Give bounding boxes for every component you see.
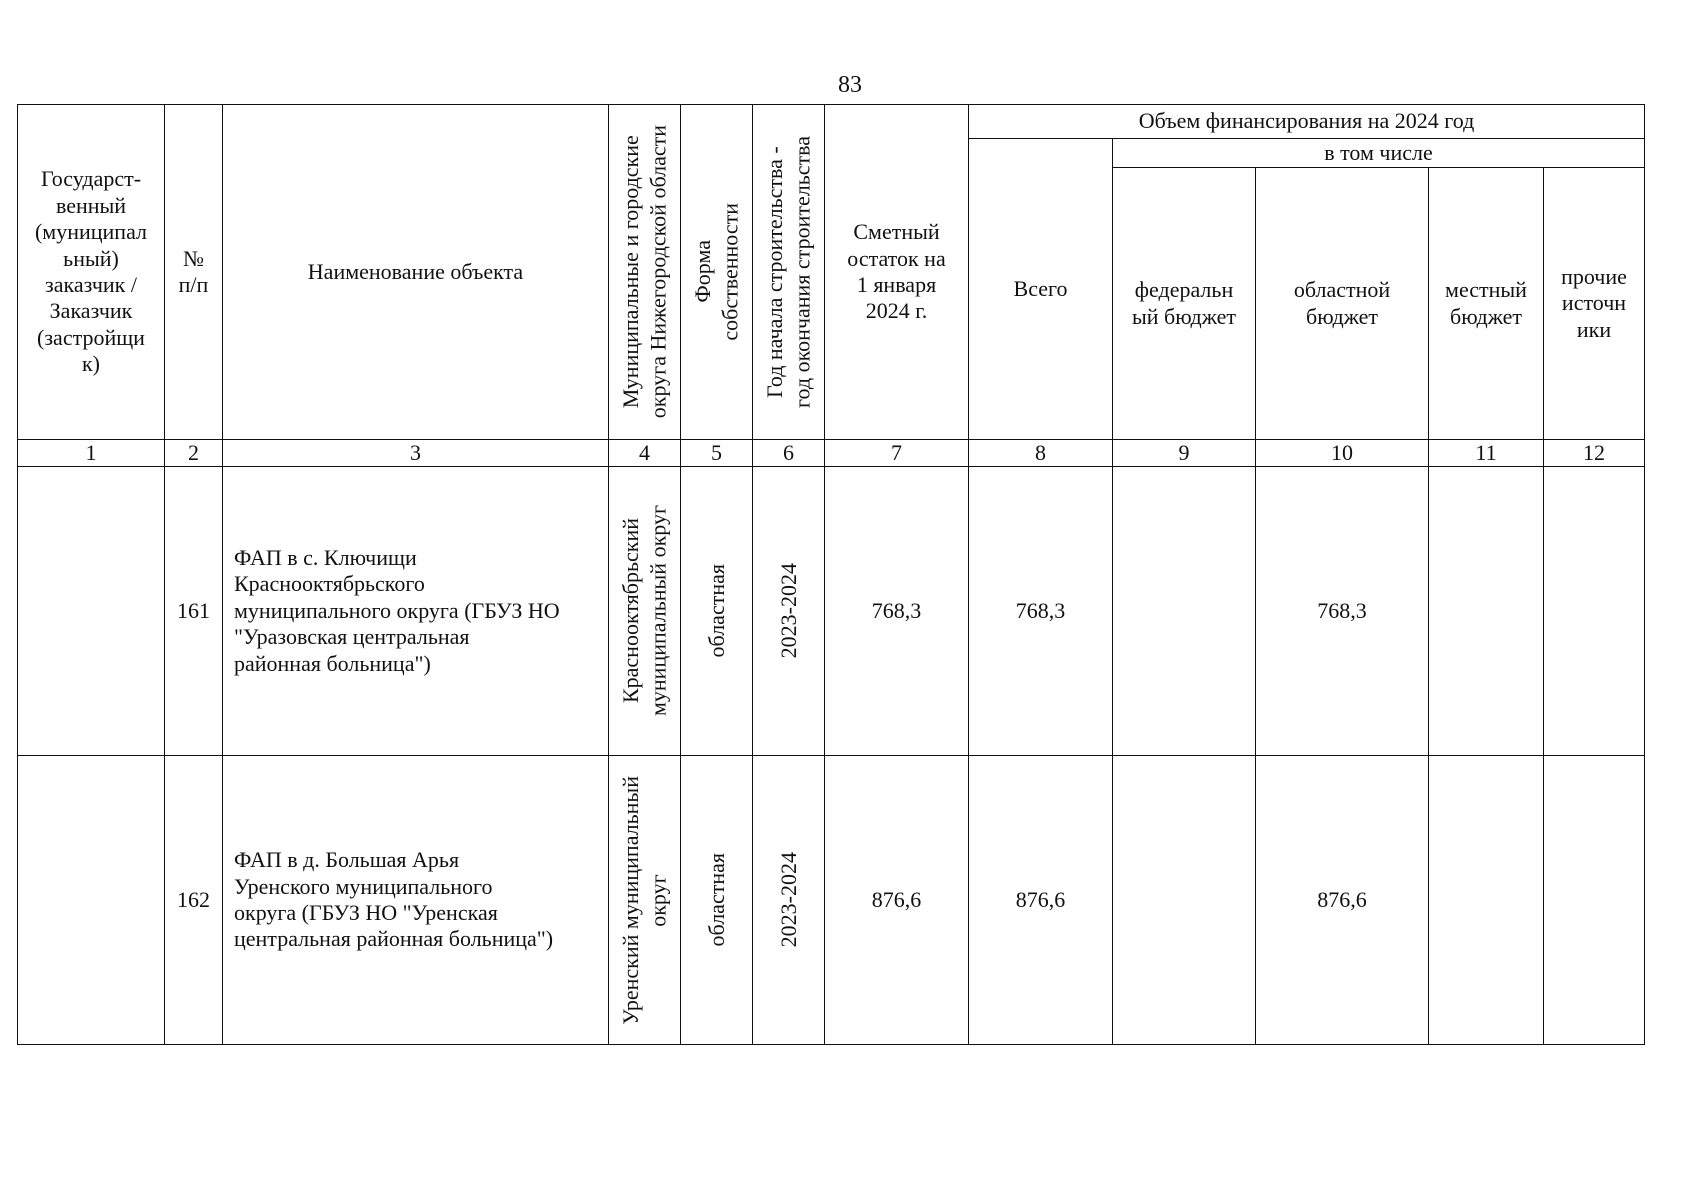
cell-municipality <box>609 467 681 756</box>
cell-regional: 876,6 <box>1256 756 1429 1045</box>
header-customer: Государст- венный (муниципал ьный) заказчик / Заказчик (застройщи к) <box>18 105 165 440</box>
cell-customer <box>18 756 165 1045</box>
financing-table <box>17 104 1645 1045</box>
table-row <box>18 467 1645 756</box>
column-number: 12 <box>1544 440 1645 467</box>
cell-other <box>1544 467 1645 756</box>
header-ownership-text: Форма собственности <box>690 203 743 341</box>
cell-local <box>1429 756 1544 1045</box>
cell-years-text: 2023-2024 <box>775 563 801 659</box>
header-total: Всего <box>969 139 1113 440</box>
cell-years <box>753 467 825 756</box>
cell-estimate: 768,3 <box>825 467 969 756</box>
column-number: 3 <box>223 440 609 467</box>
column-number: 1 <box>18 440 165 467</box>
header-estimate: Сметный остаток на 1 января 2024 г. <box>825 105 969 440</box>
header-ownership <box>681 105 753 440</box>
column-number: 2 <box>165 440 223 467</box>
header-municipality-text: Муниципальные и городские округа Нижегородской области <box>618 125 671 419</box>
table-row <box>18 756 1645 1045</box>
header-years-text: Год начала строительства - год окончания строительства <box>762 136 815 408</box>
cell-ownership-text: областная <box>703 853 729 947</box>
column-number: 6 <box>753 440 825 467</box>
cell-ownership-text: областная <box>703 564 729 658</box>
cell-total: 876,6 <box>969 756 1113 1045</box>
cell-customer <box>18 467 165 756</box>
header-other: прочие источн ики <box>1544 168 1645 440</box>
header-federal: федеральн ый бюджет <box>1113 168 1256 440</box>
header-row-1 <box>18 105 1645 139</box>
cell-estimate: 876,6 <box>825 756 969 1045</box>
cell-years <box>753 756 825 1045</box>
header-object-name: Наименование объекта <box>223 105 609 440</box>
header-municipality <box>609 105 681 440</box>
column-number: 4 <box>609 440 681 467</box>
cell-object-name: ФАП в д. Большая Арья Уренского муниципального округа (ГБУЗ НО "Уренская центральная районная больница") <box>223 756 609 1045</box>
cell-municipality-text: Краснооктябрьский муниципальный округ <box>618 505 671 717</box>
cell-other <box>1544 756 1645 1045</box>
column-number: 11 <box>1429 440 1544 467</box>
cell-regional: 768,3 <box>1256 467 1429 756</box>
cell-ownership <box>681 467 753 756</box>
column-number: 7 <box>825 440 969 467</box>
column-number-row <box>18 440 1645 467</box>
column-number: 10 <box>1256 440 1429 467</box>
cell-object-name: ФАП в с. Ключищи Краснооктябрьского муниципального округа (ГБУЗ НО "Уразовская центральная районная больница") <box>223 467 609 756</box>
cell-municipality-text: Уренский муниципальный округ <box>618 775 671 1025</box>
cell-federal <box>1113 756 1256 1045</box>
cell-local <box>1429 467 1544 756</box>
cell-years-text: 2023-2024 <box>775 852 801 948</box>
header-local: местный бюджет <box>1429 168 1544 440</box>
header-funding-group: Объем финансирования на 2024 год <box>969 105 1645 139</box>
page-number: 83 <box>838 72 862 98</box>
column-number: 9 <box>1113 440 1256 467</box>
cell-federal <box>1113 467 1256 756</box>
header-including: в том числе <box>1113 139 1645 168</box>
header-years <box>753 105 825 440</box>
column-number: 5 <box>681 440 753 467</box>
cell-total: 768,3 <box>969 467 1113 756</box>
header-regional: областной бюджет <box>1256 168 1429 440</box>
cell-ownership <box>681 756 753 1045</box>
column-number: 8 <box>969 440 1113 467</box>
cell-num: 161 <box>165 467 223 756</box>
cell-municipality <box>609 756 681 1045</box>
header-num: № п/п <box>165 105 223 440</box>
cell-num: 162 <box>165 756 223 1045</box>
